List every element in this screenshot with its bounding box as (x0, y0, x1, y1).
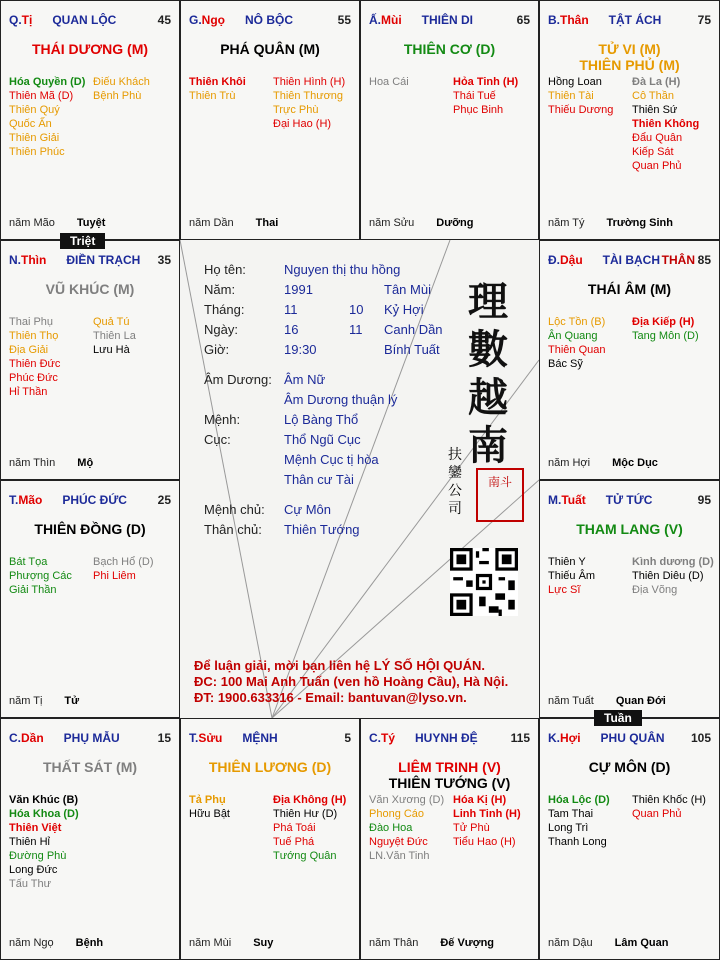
palace-chi: Sửu (198, 731, 223, 745)
star: Thiên Hư (D) (273, 808, 338, 820)
palace-mao[interactable] (0, 480, 180, 718)
palace-footer (548, 937, 668, 949)
right-stars (632, 555, 714, 597)
main-star: CỰ MÔN (D) (588, 759, 671, 775)
star: Tả Phụ (189, 794, 226, 806)
main-star: THIÊN CƠ (D) (403, 41, 496, 57)
palace-can: N. (9, 253, 21, 267)
star: Thiên Đức (9, 358, 61, 370)
star: Thiên Tài (548, 90, 594, 102)
star: Phúc Đức (9, 372, 58, 384)
palace-chi: Mão (18, 493, 43, 507)
star: Tấu Thư (9, 878, 52, 890)
contact-phone-email[interactable]: ĐT: 1900.633316 - Email: bantuvan@lyso.vn. (194, 690, 467, 705)
star: Phi Liêm (93, 570, 136, 582)
star: Đào Hoa (369, 822, 413, 834)
star: Thiên Trù (189, 90, 236, 102)
main-star: THIÊN ĐỒNG (D) (34, 521, 146, 537)
palace-name: PHU QUÂN (600, 731, 665, 745)
star: Hồng Loan (548, 76, 602, 88)
palace-footer (548, 695, 666, 707)
main-stars (1, 759, 179, 775)
star: LN.Văn Tinh (369, 850, 430, 862)
palace-name: HUYNH ĐỆ (415, 731, 478, 745)
palace-footer (9, 457, 93, 469)
truong-sinh-stage: Tuyệt (76, 217, 106, 229)
left-stars (9, 75, 85, 159)
palace-header (369, 13, 532, 27)
palace-year: năm Tị (9, 695, 43, 707)
palace-footer (369, 217, 473, 229)
star: Thiên Giải (9, 132, 60, 144)
palace-chi: Tị (21, 13, 33, 27)
star: Thiên La (93, 330, 136, 342)
right-stars (93, 315, 136, 357)
truong-sinh-stage: Mộ (77, 457, 94, 469)
right-stars (632, 793, 706, 821)
main-star: PHÁ QUÂN (M) (220, 41, 320, 57)
right-stars (273, 75, 345, 131)
star: Thiên Khốc (H) (632, 794, 706, 806)
star: Đẩu Quân (632, 132, 683, 144)
palace-footer (548, 457, 658, 469)
star: Thiên Việt (9, 822, 62, 834)
palace-header (369, 731, 532, 745)
main-stars (181, 41, 359, 57)
palace-chi: Hợi (560, 731, 581, 745)
palace-age: 35 (157, 253, 171, 267)
palace-age: 25 (157, 493, 171, 507)
palace-year: năm Mão (9, 217, 55, 229)
main-stars (1, 41, 179, 57)
star: Tam Thai (548, 808, 594, 820)
star: Thiên Mã (D) (9, 90, 74, 102)
star: Địa Không (H) (273, 794, 347, 806)
star: Thiên Quan (548, 344, 606, 356)
palace-can: Q. (9, 13, 22, 27)
star: Bát Tọa (9, 556, 48, 568)
palace-can: G. (189, 13, 202, 27)
left-stars (9, 555, 72, 597)
left-stars (9, 793, 79, 891)
left-stars (369, 75, 409, 89)
right-stars (93, 555, 154, 583)
main-star: THÁI DƯƠNG (M) (31, 41, 149, 57)
left-stars (9, 315, 60, 399)
palace-age: 75 (697, 13, 711, 27)
palace-can: Ấ. (369, 13, 381, 27)
palace-header (548, 731, 713, 745)
star: Hóa Lộc (D) (548, 794, 610, 806)
palace-footer (189, 217, 278, 229)
right-stars (632, 315, 699, 343)
star: Hữu Bật (189, 808, 230, 820)
palace-year: năm Mùi (189, 937, 232, 949)
star: Tiểu Hao (H) (453, 836, 516, 848)
palace-age: 45 (157, 13, 171, 27)
star: Đại Hao (H) (273, 118, 332, 130)
triet-tag: Triệt (60, 233, 105, 249)
star: Trực Phù (273, 104, 319, 116)
palace-year: năm Ngọ (9, 937, 54, 949)
star: Thiên Thọ (9, 330, 59, 342)
palace-year: năm Thìn (9, 457, 56, 469)
main-star: TỬ VI (M) (598, 41, 661, 57)
palace-chi: Mùi (381, 13, 402, 27)
truong-sinh-stage: Dưỡng (436, 217, 474, 229)
star: Tử Phù (453, 822, 490, 834)
palace-hoi[interactable] (539, 718, 720, 960)
main-stars (540, 41, 719, 73)
contact-line: Để luận giải, mời bạn liên hệ LÝ SỐ HỘI QUÁN. (194, 658, 485, 673)
logo-char: 數 (468, 326, 508, 373)
palace-header (9, 731, 173, 745)
star: Quan Phủ (632, 808, 682, 820)
palace-ngo[interactable] (180, 0, 360, 240)
truong-sinh-stage: Mộc Dục (612, 457, 658, 469)
palace-age: 55 (337, 13, 351, 27)
star: Tang Môn (D) (632, 330, 699, 342)
palace-year: năm Tý (548, 217, 585, 229)
palace-age: 5 (344, 731, 351, 745)
palace-chi: Dần (21, 731, 44, 745)
palace-name: MỆNH (242, 731, 278, 745)
palace-header (9, 493, 173, 507)
star: Thiên Quý (9, 104, 60, 116)
star: Nguyệt Đức (369, 836, 428, 848)
right-stars (453, 75, 518, 117)
main-stars (540, 521, 719, 537)
main-stars (540, 759, 719, 775)
palace-header (548, 493, 713, 507)
truong-sinh-stage: Thai (255, 217, 279, 229)
star: Phượng Các (9, 570, 72, 582)
star: Thái Tuế (453, 90, 496, 102)
truong-sinh-stage: Tử (64, 695, 80, 707)
main-star: THÁI ÂM (M) (587, 281, 672, 297)
star: Kình dương (D) (632, 556, 714, 568)
left-stars (548, 555, 595, 597)
star: Thanh Long (548, 836, 607, 848)
logo-char: 理 (468, 278, 508, 325)
right-stars (632, 75, 699, 173)
palace-name: PHỤ MẪU (63, 731, 120, 745)
palace-age: 65 (516, 13, 530, 27)
palace-ti[interactable] (0, 0, 180, 240)
star: Đường Phù (9, 850, 67, 862)
star: Phong Cáo (369, 808, 425, 820)
palace-can: Đ. (548, 253, 560, 267)
palace-year: năm Dậu (548, 937, 593, 949)
main-stars (540, 281, 719, 297)
main-stars (1, 281, 179, 297)
palace-age: 105 (690, 731, 711, 745)
star: Tướng Quân (273, 850, 337, 862)
palace-name: NÔ BỘC (245, 13, 293, 27)
palace-age: 115 (510, 731, 530, 745)
star: Thiên Thương (273, 90, 344, 102)
main-star: LIÊM TRINH (V) (398, 759, 501, 775)
palace-suu[interactable] (180, 718, 360, 960)
star: Văn Xương (D) (369, 794, 445, 806)
palace-age: 95 (697, 493, 711, 507)
palace-can: M. (548, 493, 562, 507)
cuc-row-3: Thân cư Tài (284, 472, 354, 487)
right-stars (273, 793, 346, 863)
star: Thai Phụ (9, 316, 54, 328)
star: Thiên Sứ (632, 104, 678, 116)
logo-char: 南 (468, 422, 508, 469)
palace-ty[interactable] (360, 718, 539, 960)
star: Long Đức (9, 864, 58, 876)
palace-tuat[interactable] (539, 480, 720, 718)
palace-chi: Tuất (561, 493, 586, 507)
palace-can: B. (548, 13, 560, 27)
truong-sinh-stage: Lâm Quan (614, 937, 669, 949)
right-stars (93, 75, 150, 103)
star: Địa Võng (632, 584, 678, 596)
palace-year: năm Sửu (369, 217, 415, 229)
palace-dau[interactable] (539, 240, 720, 480)
palace-chi: Dậu (560, 253, 583, 267)
truong-sinh-stage: Đế Vượng (440, 937, 495, 949)
star: Thiên Y (548, 556, 586, 568)
palace-header (548, 13, 713, 27)
star: Phục Binh (453, 104, 504, 116)
star: Tuế Phá (273, 836, 315, 848)
palace-name: THIÊN DI (421, 13, 474, 27)
palace-name: QUAN LỘC (52, 13, 117, 27)
star: Địa Kiếp (H) (632, 316, 695, 328)
star: Quả Tú (93, 316, 130, 328)
main-stars (361, 759, 538, 791)
palace-header (9, 253, 173, 267)
center-info-panel: Họ tên: Nguyen thị thu hồng Năm: 1991 Tân Mùi Tháng: 11 10 Kỷ Hợi Ngày: 16 11 Canh Dần Giờ: 19:30 Bính Tuất Âm Dương: Âm Nữ Âm Dương thuận lý Mệnh: Lộ Bàng Thổ Cục: Thổ Ngũ Cục Mệnh Cục tị hòa Thân cư Tài Mệnh chủ: Cự Môn Thân chủ: Thiên Tướng 理 數 越 南 扶 鑾 公 司 南斗 Để luận giải, mời bạn liên hệ LÝ SỐ HỘI QUÁN. ĐC: 100 Mai Anh Tuấn (ven hồ Hoàng Cầu), Hà Nội. ĐT: 1900.633316 - Email: bantuvan@lyso.vn. (180, 240, 539, 718)
left-stars (548, 75, 613, 117)
palace-can: C. (9, 731, 21, 745)
star: Thiên Hỉ (9, 836, 50, 848)
star: Thiên Diêu (D) (632, 570, 704, 582)
palace-header (9, 13, 173, 27)
main-stars (1, 521, 179, 537)
palace-name: TẬT ÁCH (608, 13, 662, 27)
logo-char: 越 (468, 374, 508, 421)
star: Hóa Khoa (D) (9, 808, 79, 820)
cuc-row-2: Mệnh Cục tị hòa (284, 452, 379, 467)
star: Long Trì (548, 822, 589, 834)
star: Hỉ Thần (9, 386, 48, 398)
palace-footer (9, 695, 79, 707)
star: Thiên Khôi (189, 76, 246, 88)
qr-code (450, 548, 518, 616)
palace-header (189, 731, 353, 745)
palace-can: C. (369, 731, 381, 745)
logo-sub: 扶 鑾 公 司 (448, 447, 462, 517)
palace-thin[interactable] (0, 240, 180, 480)
left-stars (369, 793, 444, 863)
palace-name: TÀI BẠCH (602, 253, 660, 267)
palace-footer (9, 217, 105, 229)
star: Bác Sỹ (548, 358, 583, 370)
star: Ân Quang (548, 330, 598, 342)
palace-header (548, 253, 713, 267)
palace-can: T. (9, 493, 19, 507)
star: Hỏa Tinh (H) (453, 76, 519, 88)
amduong-row-2: Âm Dương thuận lý (284, 392, 398, 407)
star: Cô Thần (632, 90, 674, 102)
star: Bạch Hổ (D) (93, 556, 154, 568)
seal-stamp: 南斗 (476, 468, 524, 522)
palace-name: PHÚC ĐỨC (62, 493, 127, 507)
main-star: VŨ KHÚC (M) (45, 281, 135, 297)
palace-can: K. (548, 731, 560, 745)
truong-sinh-stage: Suy (253, 937, 274, 949)
palace-name: TỬ TỨC (605, 493, 653, 507)
star: Quan Phủ (632, 160, 682, 172)
star: Thiên Không (632, 118, 700, 130)
palace-dan[interactable] (0, 718, 180, 960)
left-stars (189, 75, 246, 103)
palace-year: năm Dần (189, 217, 234, 229)
star: Hóa Quyền (D) (9, 76, 86, 88)
palace-footer (9, 937, 103, 949)
star: Lưu Hà (93, 344, 130, 356)
palace-footer (189, 937, 273, 949)
left-stars (548, 793, 610, 849)
tuan-tag: Tuần (594, 710, 642, 726)
main-stars (361, 41, 538, 57)
truong-sinh-stage: Quan Đới (615, 695, 666, 707)
star: Hoa Cái (369, 76, 409, 88)
star: Văn Khúc (B) (9, 794, 79, 806)
star: Quốc Ấn (9, 118, 52, 130)
palace-chi: Thìn (21, 253, 47, 267)
palace-year: năm Hợi (548, 457, 591, 469)
palace-year: năm Thân (369, 937, 419, 949)
main-star: THIÊN LƯƠNG (D) (208, 759, 332, 775)
palace-mui[interactable] (360, 0, 539, 240)
star: Phá Toái (273, 822, 316, 834)
right-stars (453, 793, 521, 849)
left-stars (548, 315, 605, 371)
main-star: THIÊN TƯỚNG (V) (388, 775, 511, 791)
main-star: THIÊN PHỦ (M) (579, 57, 680, 73)
palace-footer (548, 217, 673, 229)
star: Điếu Khách (93, 76, 150, 88)
palace-age: 85 (697, 253, 711, 267)
star: Địa Giải (9, 344, 49, 356)
palace-year: năm Tuất (548, 695, 594, 707)
star: Linh Tinh (H) (453, 808, 521, 820)
star: Lộc Tồn (B) (548, 316, 606, 328)
contact-address: ĐC: 100 Mai Anh Tuấn (ven hồ Hoàng Cầu), Hà Nội. (194, 674, 509, 689)
star: Thiếu Âm (548, 570, 596, 582)
star: Thiên Phúc (9, 146, 65, 158)
contact-block (194, 658, 508, 706)
star: Thiên Hình (H) (273, 76, 346, 88)
star: Thiếu Dương (548, 104, 614, 116)
star: Lực Sĩ (548, 584, 581, 596)
star: Kiếp Sát (632, 146, 674, 158)
than-marker: THÂN (661, 253, 695, 267)
palace-age: 15 (157, 731, 171, 745)
palace-chi: Thân (560, 13, 589, 27)
star: Đà La (H) (632, 76, 681, 88)
palace-header (189, 13, 353, 27)
left-stars (189, 793, 230, 821)
palace-name: ĐIỀN TRẠCH (66, 253, 141, 267)
truong-sinh-stage: Bệnh (75, 937, 104, 949)
palace-can: T. (189, 731, 199, 745)
star: Giải Thần (9, 584, 57, 596)
main-stars (181, 759, 359, 775)
palace-chi: Tý (381, 731, 396, 745)
palace-chi: Ngọ (201, 13, 225, 27)
main-star: THẤT SÁT (M) (42, 759, 138, 775)
truong-sinh-stage: Trường Sinh (606, 217, 673, 229)
star: Hóa Kị (H) (453, 794, 507, 806)
main-star: THAM LANG (V) (576, 521, 683, 537)
palace-than[interactable] (539, 0, 720, 240)
star: Bệnh Phù (93, 90, 142, 102)
palace-footer (369, 937, 494, 949)
